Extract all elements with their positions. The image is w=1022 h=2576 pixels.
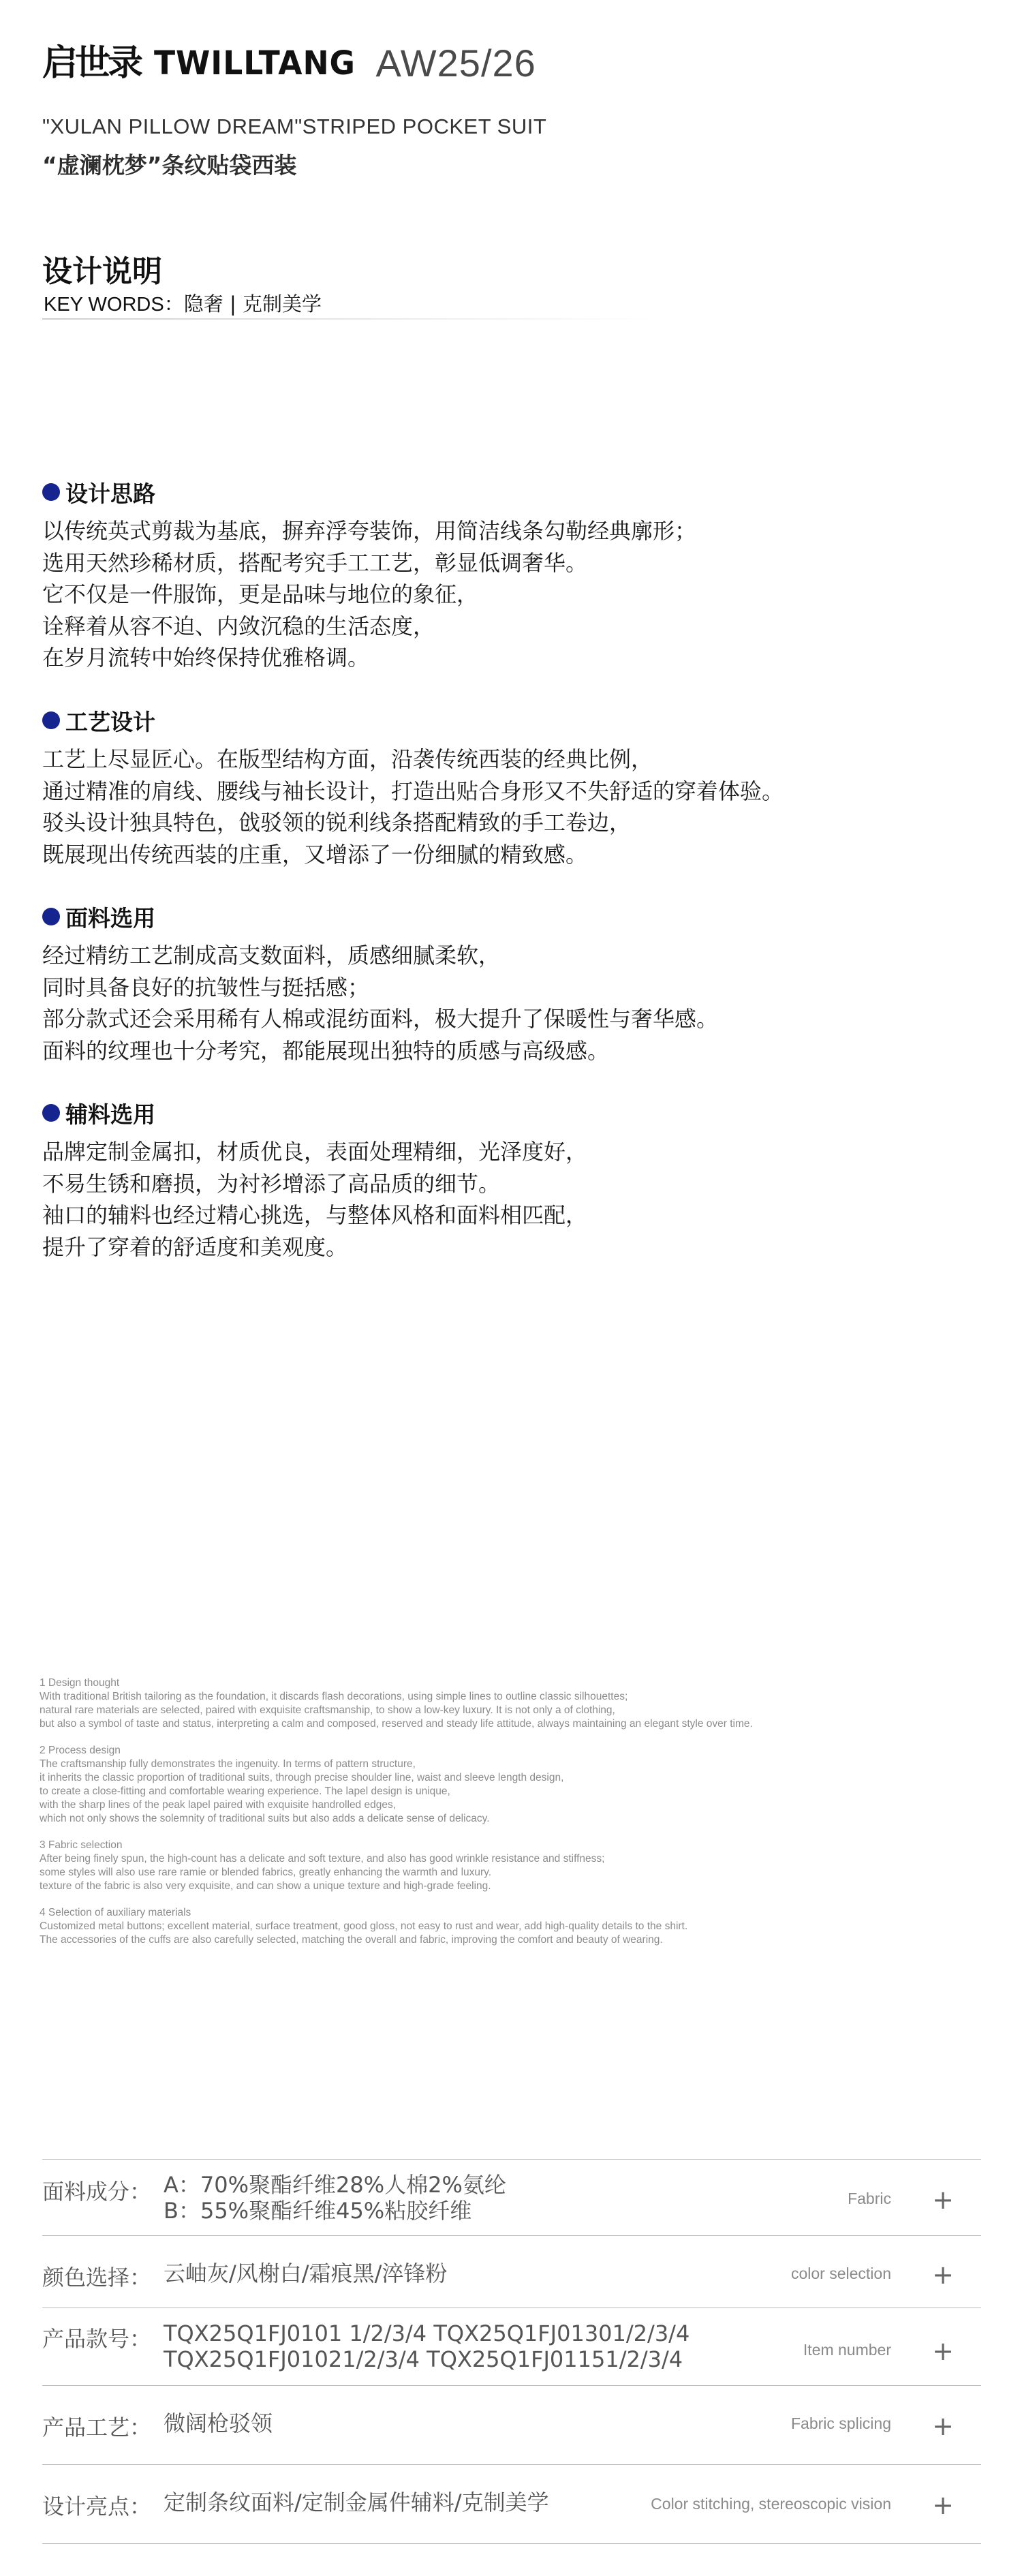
- design-description-title: 设计说明: [42, 254, 162, 289]
- keywords-label: KEY WORDS：: [44, 294, 184, 316]
- section-title: 设计思路: [65, 480, 155, 507]
- section-text-line: 选用天然珍稀材质，搭配考究手工工艺，彰显低调奢华。: [42, 549, 588, 576]
- bullet-icon: [42, 1104, 60, 1122]
- keywords-line: [44, 289, 322, 317]
- section-title: 工艺设计: [65, 708, 155, 735]
- spec-value: TQX25Q1FJ0101 1/2/3/4 TQX25Q1FJ01301/2/3/4: [164, 2320, 690, 2346]
- english-note-line: After being finely spun, the high-count has a delicate and soft texture, and also has good wrinkle resistance and stiffness;: [40, 1853, 605, 1865]
- english-note-line: with the sharp lines of the peak lapel paired with exquisite handrolled edges,: [40, 1799, 397, 1811]
- spec-label: 面料成分：: [42, 2179, 152, 2205]
- english-note-line: which not only shows the solemnity of traditional suits but also adds a delicate sense of delicacy.: [40, 1813, 490, 1824]
- spec-en-label: Fabric: [848, 2190, 891, 2207]
- english-note-line: The craftsmanship fully demonstrates the ingenuity. In terms of pattern structure,: [40, 1758, 416, 1770]
- english-note-line: Customized metal buttons; excellent material, surface treatment, good gloss, not easy to rust and wear, add high-quality details to the shirt.: [40, 1920, 688, 1932]
- section-text-line: 在岁月流转中始终保持优雅格调。: [42, 645, 370, 671]
- section-text-line: 经过精纺工艺制成高支数面料，质感细腻柔软，: [42, 942, 501, 968]
- bullet-icon: [42, 483, 60, 501]
- spec-value: B：55%聚酯纤维45%粘胶纤维: [164, 2198, 472, 2224]
- keywords-value: 隐奢 | 克制美学: [183, 292, 322, 316]
- section-accessories: [42, 1098, 982, 1263]
- product-title-cn: “虚澜枕梦”条纹贴袋西装: [42, 152, 297, 179]
- spec-row-item-number[interactable]: [42, 2307, 981, 2386]
- section-text-line: 工艺上尽显匠心。在版型结构方面，沿袭传统西装的经典比例，: [42, 746, 653, 772]
- spec-value: TQX25Q1FJ01021/2/3/4 TQX25Q1FJ01151/2/3/4: [164, 2346, 683, 2372]
- english-note: [40, 1744, 993, 1826]
- brand-logo-en: TWILLTANG: [154, 44, 356, 82]
- spec-value: A：70%聚酯纤维28%人棉2%氨纶: [164, 2172, 506, 2198]
- brand-logo-cn: 启世录: [42, 43, 141, 84]
- spec-row-fabric[interactable]: [42, 2159, 981, 2236]
- section-text-line: 诠释着从容不迫、内敛沉稳的生活态度，: [42, 613, 435, 639]
- section-text-line: 面料的纹理也十分考究，都能展现出独特的质感与高级感。: [42, 1037, 610, 1064]
- spec-value: 微阔枪驳领: [164, 2410, 273, 2436]
- english-note: [40, 1839, 993, 1893]
- english-note-line: 3 Fabric selection: [40, 1839, 123, 1851]
- english-note-line: 1 Design thought: [40, 1677, 120, 1689]
- section-design-idea: [42, 477, 982, 674]
- spec-value: 定制条纹面料/定制金属件辅料/克制美学: [164, 2489, 549, 2515]
- section-text-line: 同时具备良好的抗皱性与挺括感；: [42, 974, 370, 1000]
- spec-label: 颜色选择：: [42, 2265, 152, 2290]
- spec-label: 设计亮点：: [42, 2494, 152, 2519]
- english-note-line: some styles will also use rare ramie or blended fabrics, greatly enhancing the warmth and luxury.: [40, 1867, 492, 1878]
- section-craft-design: [42, 705, 982, 870]
- english-note: [40, 1676, 993, 1731]
- section-text-line: 提升了穿着的舒适度和美观度。: [42, 1233, 348, 1260]
- section-text-line: 驳头设计独具特色，戗驳领的锐利线条搭配精致的手工卷边，: [42, 810, 632, 835]
- bullet-icon: [42, 908, 60, 925]
- spec-bottom-divider: [42, 2543, 981, 2544]
- spec-label: 产品款号：: [42, 2326, 152, 2352]
- section-title: 辅料选用: [65, 1101, 155, 1128]
- section-text-line: 部分款式还会采用稀有人棉或混纺面料，极大提升了保暖性与奢华感。: [42, 1006, 719, 1032]
- expand-plus-icon[interactable]: +: [932, 2490, 954, 2520]
- expand-plus-icon[interactable]: +: [932, 2260, 954, 2290]
- section-title: 面料选用: [65, 904, 155, 932]
- section-text-line: 袖口的辅料也经过精心挑选，与整体风格和面料相匹配，: [42, 1202, 588, 1228]
- keywords-divider: [42, 318, 655, 320]
- spec-en-label: Item number: [803, 2341, 891, 2359]
- spec-en-label: Color stitching, stereoscopic vision: [651, 2495, 891, 2513]
- season-label: AW25/26: [375, 42, 536, 85]
- spec-row-craft[interactable]: [42, 2385, 981, 2465]
- brand-header: [42, 40, 536, 87]
- spec-en-label: Fabric splicing: [791, 2414, 891, 2432]
- section-text-line: 通过精准的肩线、腰线与袖长设计，打造出贴合身形又不失舒适的穿着体验。: [42, 778, 784, 804]
- section-text-line: 不易生锈和磨损，为衬衫增添了高品质的细节。: [42, 1170, 501, 1197]
- expand-plus-icon[interactable]: +: [932, 2336, 954, 2366]
- english-note-line: With traditional British tailoring as the foundation, it discards flash decorations, using simple lines to outline classic silhouettes;: [40, 1691, 628, 1702]
- spec-row-highlight[interactable]: [42, 2464, 981, 2544]
- bullet-icon: [42, 711, 60, 729]
- english-note-line: it inherits the classic proportion of traditional suits, through precise shoulder line, waist and sleeve length design,: [40, 1772, 564, 1783]
- spec-en-label: color selection: [790, 2265, 891, 2282]
- section-text-line: 以传统英式剪裁为基底，摒弃浮夸装饰，用简洁线条勾勒经典廓形；: [42, 518, 697, 544]
- product-title-en: "XULAN PILLOW DREAM"STRIPED POCKET SUIT: [42, 114, 547, 138]
- english-note: [40, 1906, 993, 1947]
- expand-plus-icon[interactable]: +: [932, 2411, 954, 2441]
- spec-label: 产品工艺：: [42, 2414, 152, 2440]
- spec-row-color[interactable]: [42, 2235, 981, 2308]
- section-text-line: 它不仅是一件服饰，更是品味与地位的象征，: [42, 581, 479, 607]
- expand-plus-icon[interactable]: +: [932, 2185, 954, 2215]
- english-note-line: The accessories of the cuffs are also carefully selected, matching the overall and fabric, improving the comfort and beauty of wearing.: [40, 1934, 663, 1946]
- english-note-line: natural rare materials are selected, paired with exquisite craftsmanship, to show a low-key luxury. It is not only a of clothing,: [40, 1704, 615, 1716]
- section-text-line: 既展现出传统西装的庄重，又增添了一份细腻的精致感。: [42, 841, 588, 868]
- english-note-line: 4 Selection of auxiliary materials: [40, 1907, 191, 1918]
- english-note-line: texture of the fabric is also very exquisite, and can show a unique texture and high-grade feeling.: [40, 1880, 491, 1892]
- section-text-line: 品牌定制金属扣，材质优良，表面处理精细，光泽度好，: [42, 1139, 588, 1165]
- section-fabric-selection: [42, 902, 982, 1067]
- english-notes: [40, 1676, 993, 1960]
- spec-value: 云岫灰/风榭白/霜痕黑/淬锋粉: [164, 2260, 448, 2286]
- english-note-line: but also a symbol of taste and status, interpreting a calm and composed, reserved and steady life attitude, always maintaining an elegant style over time.: [40, 1718, 753, 1730]
- english-note-line: 2 Process design: [40, 1745, 121, 1756]
- english-note-line: to create a close-fitting and comfortable wearing experience. The lapel design is unique,: [40, 1785, 450, 1797]
